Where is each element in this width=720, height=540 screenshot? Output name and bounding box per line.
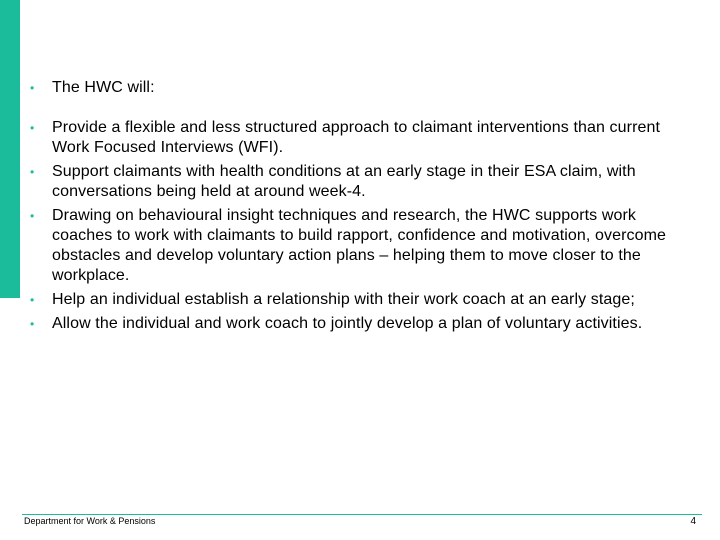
bullet-marker: • bbox=[30, 121, 35, 135]
footer-divider bbox=[22, 514, 702, 515]
bullet-marker: • bbox=[30, 317, 35, 331]
bullet-marker: • bbox=[30, 209, 35, 223]
list-item-text: Support claimants with health conditions at an early stage in their ESA claim, with conversations being held at around week-4. bbox=[52, 163, 636, 200]
list-item bbox=[28, 314, 678, 334]
intro-line bbox=[28, 78, 678, 98]
bullet-marker: • bbox=[30, 81, 35, 95]
list-item-text: Help an individual establish a relationship with their work coach at an early stage; bbox=[52, 291, 635, 308]
footer-organisation: Department for Work & Pensions bbox=[24, 516, 156, 526]
list-item-text: Provide a flexible and less structured approach to claimant interventions than current Work Focused Interviews (WFI). bbox=[52, 119, 661, 156]
list-item bbox=[28, 118, 678, 158]
intro-text: The HWC will: bbox=[52, 79, 155, 96]
bullet-marker: • bbox=[30, 165, 35, 179]
accent-bar bbox=[0, 0, 20, 298]
bullet-marker: • bbox=[30, 293, 35, 307]
list-item-text: Allow the individual and work coach to jointly develop a plan of voluntary activities. bbox=[52, 315, 643, 332]
list-item bbox=[28, 162, 678, 202]
page-number: 4 bbox=[690, 516, 696, 527]
slide-body bbox=[28, 78, 678, 338]
list-item bbox=[28, 290, 678, 310]
list-item-text: Drawing on behavioural insight techniques and research, the HWC supports work coaches to work with claimants to build rapport, confidence and motivation, overcome obstacles and develop voluntary action plans – helping them to move closer to the workplace. bbox=[52, 207, 667, 284]
bullet-list bbox=[28, 118, 678, 334]
list-item bbox=[28, 206, 678, 286]
